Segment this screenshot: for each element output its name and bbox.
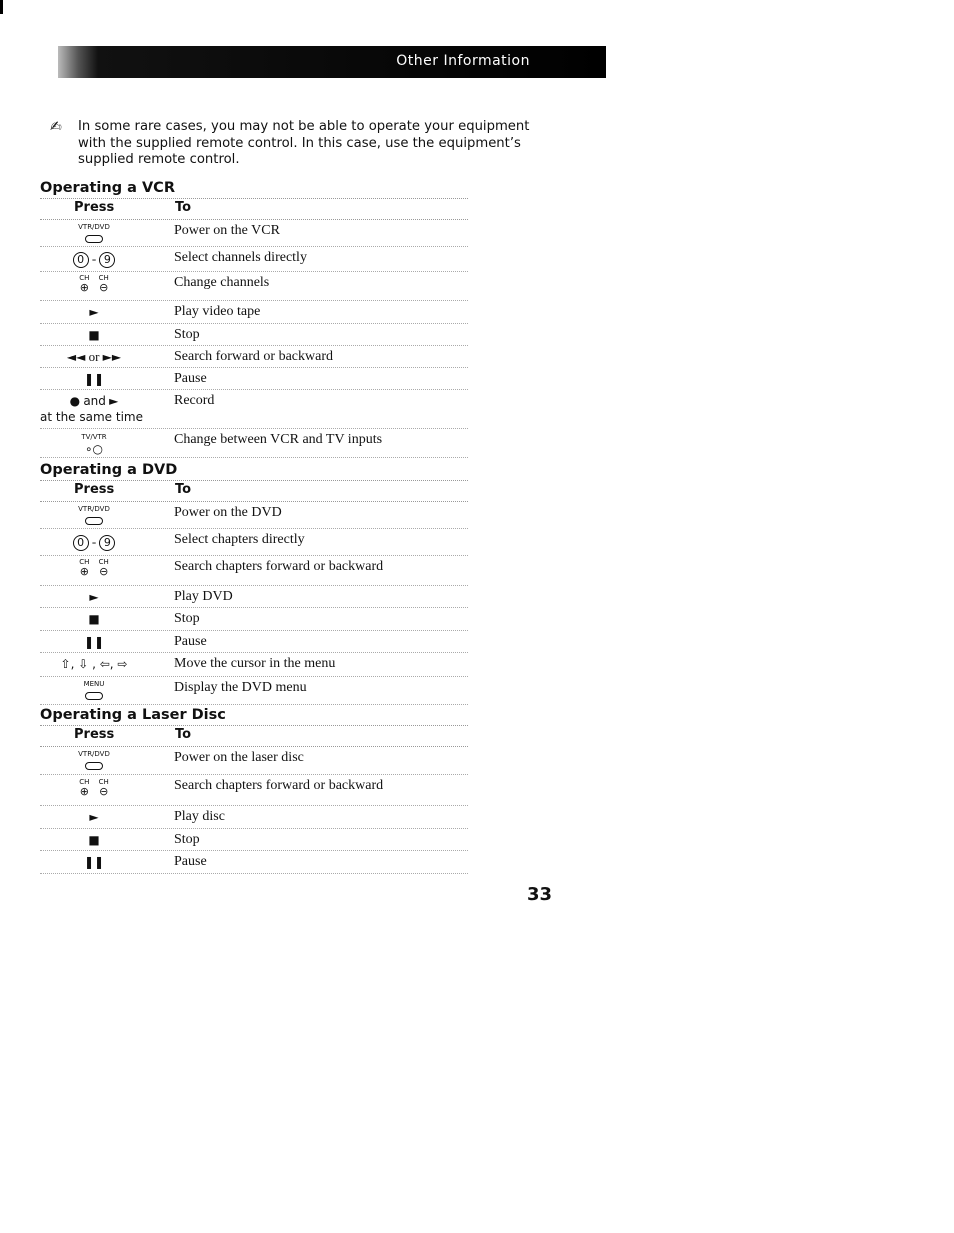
- record-keys: [40, 393, 148, 409]
- table-row: [40, 390, 468, 429]
- table-row: [40, 851, 468, 874]
- number-9-icon: 9: [99, 252, 115, 268]
- table-row: [40, 747, 468, 775]
- row-desc: Change channels: [174, 275, 270, 290]
- play-icon: ►: [89, 305, 99, 319]
- row-desc: Power on the laser disc: [174, 750, 304, 765]
- channel-keys: [40, 778, 148, 799]
- row-desc: Stop: [174, 832, 200, 847]
- number-9-icon: 9: [99, 535, 115, 551]
- table-row: [40, 346, 468, 368]
- stop-icon: ■: [88, 833, 100, 847]
- play-icon: ►: [89, 810, 99, 824]
- table-row: [40, 324, 468, 346]
- oval-button-icon: [85, 762, 103, 770]
- column-header: [40, 198, 468, 220]
- ch-minus-icon: ⊖: [99, 281, 109, 294]
- table-row: [40, 653, 468, 677]
- row-desc: Pause: [174, 634, 207, 649]
- row-desc: Play disc: [174, 809, 225, 824]
- table-row: [40, 631, 468, 653]
- table-row: [40, 220, 468, 247]
- ch-plus-icon: ⊕: [79, 565, 89, 578]
- vcr-section: [40, 180, 468, 458]
- ch-label: CH: [79, 274, 90, 282]
- and-label: and: [83, 394, 106, 408]
- row-desc: Stop: [174, 327, 200, 342]
- table-row: [40, 247, 468, 272]
- ch-minus-icon: ⊖: [99, 565, 109, 578]
- button-label: VTR/DVD: [78, 750, 110, 758]
- note-pencil-icon: ✍: [50, 119, 62, 135]
- ch-plus-icon: ⊕: [79, 281, 89, 294]
- stop-icon: ■: [88, 328, 100, 342]
- tv-vtr-button-icon: ∘○: [85, 442, 103, 456]
- ch-label: CH: [98, 778, 109, 786]
- section-header-bar: [58, 46, 606, 78]
- row-desc: Pause: [174, 854, 207, 869]
- row-desc: Power on the DVD: [174, 505, 282, 520]
- laser-disc-section: [40, 707, 468, 874]
- row-desc: Change between VCR and TV inputs: [174, 432, 383, 447]
- table-row: [40, 529, 468, 556]
- play-icon: ►: [89, 590, 99, 604]
- power-button-key: [40, 505, 148, 529]
- pause-icon: ❚❚: [83, 635, 105, 649]
- oval-button-icon: [85, 235, 103, 243]
- page-number: 33: [527, 884, 553, 905]
- or-label: or: [88, 349, 100, 364]
- row-desc: Search chapters forward or backward: [174, 559, 384, 574]
- to-header: To: [175, 482, 192, 497]
- column-header: [40, 725, 468, 747]
- number-keys: 0 - 9: [40, 251, 148, 268]
- table-row: [40, 586, 468, 608]
- button-label: VTR/DVD: [78, 223, 110, 231]
- table-row: [40, 368, 468, 390]
- press-header: Press: [74, 727, 115, 742]
- row-desc: Play DVD: [174, 589, 233, 604]
- table-row: [40, 429, 468, 458]
- table-row: [40, 502, 468, 529]
- row-desc: Select chapters directly: [174, 532, 305, 547]
- row-desc: Select channels directly: [174, 250, 307, 265]
- tv-vtr-key: [40, 433, 148, 457]
- table-row: [40, 301, 468, 324]
- table-row: [40, 806, 468, 829]
- play-icon: ►: [109, 394, 119, 408]
- row-desc: Record: [174, 393, 215, 408]
- button-label: TV/VTR: [81, 433, 107, 441]
- same-time-note: at the same time: [40, 410, 143, 424]
- row-desc: Pause: [174, 371, 207, 386]
- ch-label: CH: [79, 778, 90, 786]
- header-title: Other Information: [396, 53, 530, 69]
- row-desc: Search chapters forward or backward: [174, 778, 384, 793]
- power-button-key: [40, 223, 148, 247]
- table-row: [40, 775, 468, 806]
- ch-label: CH: [98, 274, 109, 282]
- search-keys: [40, 349, 148, 365]
- row-desc: Display the DVD menu: [174, 680, 307, 695]
- number-0-icon: 0: [73, 252, 89, 268]
- rewind-icon: ◄◄: [66, 350, 86, 364]
- section-title: Operating a Laser Disc: [40, 707, 226, 723]
- section-title: Operating a DVD: [40, 462, 178, 478]
- ch-minus-icon: ⊖: [99, 785, 109, 798]
- channel-keys: [40, 558, 148, 579]
- column-header: [40, 480, 468, 502]
- press-header: Press: [74, 200, 115, 215]
- row-desc: Play video tape: [174, 304, 261, 319]
- to-header: To: [175, 200, 192, 215]
- section-title: Operating a VCR: [40, 180, 175, 196]
- row-desc: Search forward or backward: [174, 349, 333, 364]
- arrow-keys-icon: ⇧, ⇩ , ⇦, ⇨: [60, 657, 128, 671]
- stop-icon: ■: [88, 612, 100, 626]
- record-icon: ●: [69, 394, 81, 408]
- oval-button-icon: [85, 517, 103, 525]
- menu-key: [40, 680, 148, 704]
- to-header: To: [175, 727, 192, 742]
- press-header: Press: [74, 482, 115, 497]
- row-desc: Move the cursor in the menu: [174, 656, 336, 671]
- dvd-section: [40, 462, 468, 705]
- pause-icon: ❚❚: [83, 855, 105, 869]
- number-0-icon: 0: [73, 535, 89, 551]
- table-row: [40, 556, 468, 586]
- table-row: [40, 677, 468, 705]
- oval-button-icon: [85, 692, 103, 700]
- power-button-key: [40, 750, 148, 774]
- ch-label: CH: [79, 558, 90, 566]
- row-desc: Stop: [174, 611, 200, 626]
- table-row: [40, 272, 468, 301]
- channel-keys: [40, 274, 148, 295]
- row-desc: Power on the VCR: [174, 223, 280, 238]
- ch-label: CH: [98, 558, 109, 566]
- table-row: [40, 608, 468, 631]
- fast-forward-icon: ►►: [102, 350, 122, 364]
- button-label: VTR/DVD: [78, 505, 110, 513]
- button-label: MENU: [83, 680, 105, 688]
- ch-plus-icon: ⊕: [79, 785, 89, 798]
- pause-icon: ❚❚: [83, 372, 105, 386]
- note-text: In some rare cases, you may not be able to operate your equipment with the supplied remote control. In this case, use the equipment’s supplied remote control.: [78, 119, 530, 167]
- margin-mark: [0, 0, 3, 14]
- table-row: [40, 829, 468, 851]
- number-keys: 0 - 9: [40, 534, 148, 551]
